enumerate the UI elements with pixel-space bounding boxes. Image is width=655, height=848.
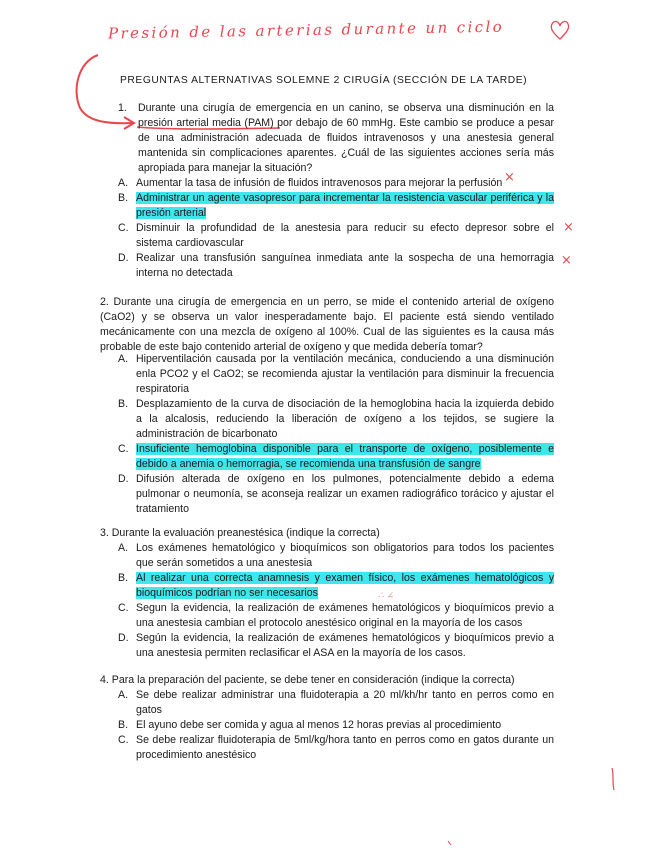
option-letter: B. [118,192,129,204]
q2-option-d[interactable] [118,472,554,517]
heart-doodle-icon [548,18,572,42]
question-1-options [118,176,554,281]
option-text: Aumentar la tasa de infusión de fluidos intravenosos para mejorar la perfusión [136,177,503,189]
option-letter: C. [118,222,129,234]
q2-option-a[interactable] [118,352,554,397]
q3-option-c[interactable] [118,601,554,631]
option-text: Según la evidencia, la realización de exámenes hematológicos y bioquímicos previo a una anestesia permiten reclasificar el ASA en la mayoría de los casos. [136,632,554,659]
q2-option-b[interactable] [118,397,554,442]
cross-mark-icon: × [561,253,572,268]
option-letter: D. [118,252,129,264]
option-letter: B. [118,572,129,584]
question-3-text: 3. Durante la evaluación preanestésica (indique la correcta) [100,527,380,539]
option-text: Se debe realizar administrar una fluidoterapia a 20 ml/kh/hr tanto en perros como en gatos [136,689,554,716]
option-text: Segun la evidencia, la realización de exámenes hematológicos y bioquímicos previo a una anestesia cambian el protocolo anestésico original en la mayoría de los casos [136,602,554,629]
document-title: PREGUNTAS ALTERNATIVAS SOLEMNE 2 CIRUGÍA (SECCIÓN DE LA TARDE) [120,75,528,86]
option-letter: C. [118,602,129,614]
option-letter: D. [118,473,129,485]
option-text: Desplazamiento de la curva de disociación de la hemoglobina hacia la izquierda debido a la alcalosis, reduciendo la liberación de oxígeno a los tejidos, se sugiere la administración de bicarbonato [136,398,554,440]
option-letter: B. [118,398,129,410]
question-2-text: 2. Durante una cirugía de emergencia en un perro, se mide el contenido arterial de oxígeno (CaO2) y se observa un valor inesperadamente bajo. El paciente está siendo ventilado mecánicamente con una mezcla de oxígeno al 100%. Cual de las siguientes es la causa más probable de este bajo contenido arterial de oxígeno y que medida debería tomar? [100,296,554,353]
q1-option-b[interactable] [118,191,554,221]
option-letter: A. [118,177,129,189]
q4-option-c[interactable] [118,733,554,763]
question-1 [118,101,554,176]
option-letter: D. [118,632,129,644]
cross-mark-icon: × [563,220,574,235]
pencil-scribble: ∴ ∠ [378,591,395,601]
option-text: Disminuir la profundidad de la anestesia para reducir su efecto depresor sobre el sistema cardiovascular [136,222,554,249]
q4-option-b[interactable] [118,718,554,733]
option-text: Difusión alterada de oxígeno en los pulmones, potencialmente debido a edema pulmonar o neumonía, se aconseja realizar un examen radiográfico torácico y ajustar el tratamiento [136,473,554,515]
option-text: Hiperventilación causada por la ventilación mecánica, conduciendo a una disminución enla PCO2 y el CaO2; se recomienda ajustar la ventilación para disminuir la frecuencia respiratoria [136,353,554,395]
q2-option-c[interactable] [118,442,554,472]
option-text: Los exámenes hematológico y bioquímicos son obligatorios para todos los pacientes que serán sometidos a una anestesia [136,542,554,569]
option-text-highlighted: Al realizar una correcta anamnesis y examen físico, los exámenes hematológicos y bioquímicos podrían no ser necesarios [136,572,554,599]
q1-option-c[interactable] [118,221,554,251]
option-text-highlighted: Administrar un agente vasopresor para incrementar la resistencia vascular periférica y la presión arterial [136,192,554,219]
question-4-text: 4. Para la preparación del paciente, se debe tener en consideración (indique la correcta) [100,674,515,686]
option-letter: C. [118,734,129,746]
q3-option-b[interactable] [118,571,554,601]
option-letter: A. [118,689,129,701]
question-4 [100,673,554,688]
question-3-options [118,541,554,661]
q3-option-d[interactable] [118,631,554,661]
question-1-text: Durante una cirugía de emergencia en un canino, se observa una disminución en la presión arterial media (PAM) por debajo de 60 mmHg. Este cambio se produce a pesar de una administración adecuada de fluidos intravenosos y una anestesia general mantenida sin complicaciones aparentes. ¿Cuál de las siguientes acciones sería más apropiada para manejar la situación? [138,102,554,174]
option-letter: C. [118,443,129,455]
option-text: Realizar una transfusión sanguínea inmediata ante la sospecha de una hemorragia interna no detectada [136,252,554,279]
q4-option-a[interactable] [118,688,554,718]
option-text-highlighted: Insuficiente hemoglobina disponible para el transporte de oxígeno, posiblemente e debido a anemia o hemorragia, se recomienda una transfusión de sangre [136,443,554,470]
q3-option-a[interactable] [118,541,554,571]
option-letter: A. [118,353,129,365]
cross-mark-icon: × [504,170,515,185]
option-text: Se debe realizar fluidoterapia de 5ml/kg/hora tanto en perros como en gatos durante un procedimiento anestésico [136,734,554,761]
question-4-options [118,688,554,763]
question-2 [100,295,554,355]
question-2-options [118,352,554,517]
option-letter: A. [118,542,129,554]
question-1-number: 1. [118,102,127,114]
q1-option-d[interactable] [118,251,554,281]
option-letter: B. [118,719,129,731]
handwritten-annotation: Presión de las arterias durante un ciclo [107,17,505,43]
q1-option-a[interactable] [118,176,554,191]
question-3 [100,526,554,541]
option-text: El ayuno debe ser comida y agua al menos 12 horas previas al procedimiento [136,719,502,731]
